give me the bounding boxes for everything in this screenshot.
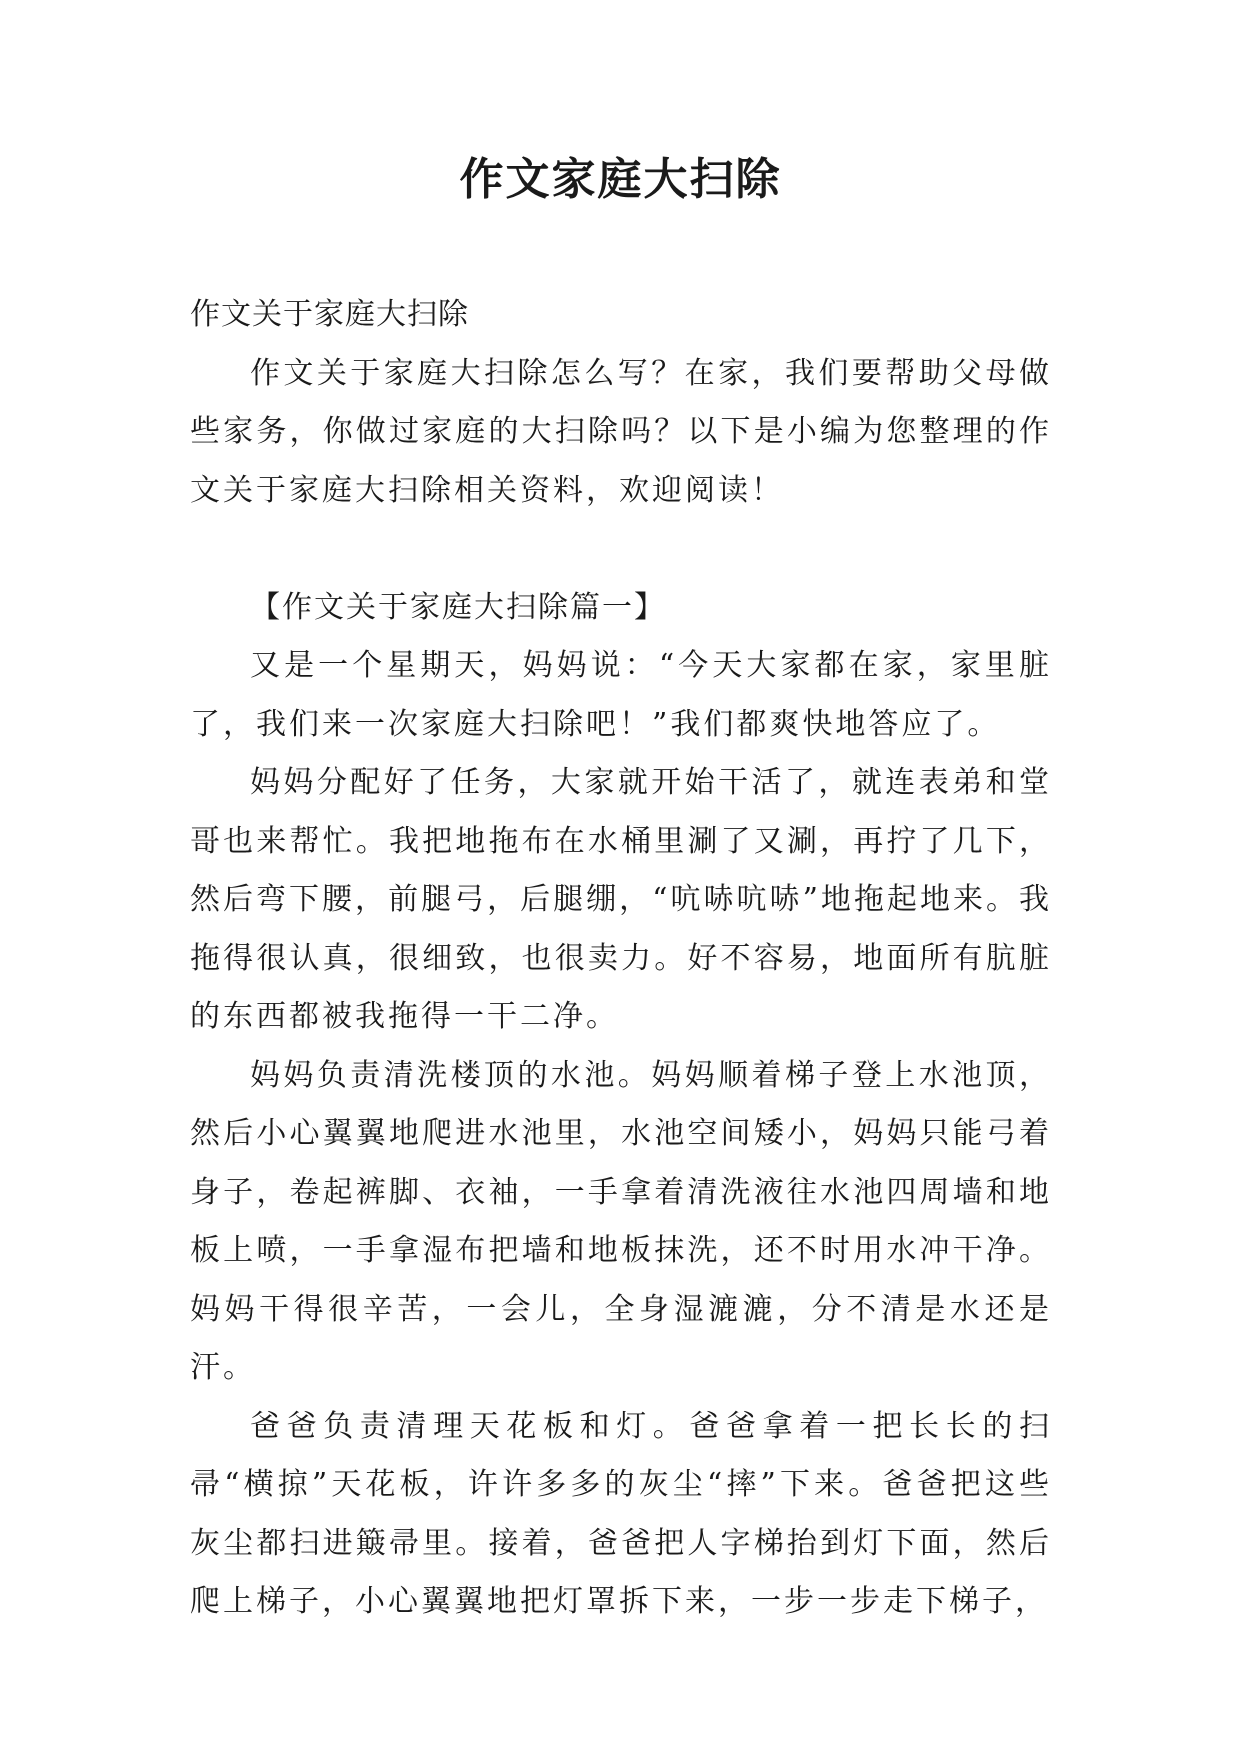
body-paragraph: 又是一个星期天，妈妈说：“今天大家都在家，家里脏了，我们来一次家庭大扫除吧！”我们都爽快地答应了。 [190,648,1052,742]
paragraph-spacer [190,520,1052,579]
section-heading: 【作文关于家庭大扫除篇一】 [250,589,666,625]
body-paragraph: 妈妈负责清洗楼顶的水池。妈妈顺着梯子登上水池顶，然后小心翼翼地爬进水池里，水池空间矮小，妈妈只能弓着身子，卷起裤脚、衣袖，一手拿着清洗液往水池四周墙和地板上喷，一手拿湿布把墙和地板抹洗，还不时用水冲干净。妈妈干得很辛苦，一会儿，全身湿漉漉，分不清是水还是汗。 [190,1057,1052,1385]
document-title: 作文家庭大扫除 [459,154,782,205]
body-paragraph: 爸爸负责清理天花板和灯。爸爸拿着一把长长的扫帚“横掠”天花板，许许多多的灰尘“摔”下来。爸爸把这些灰尘都扫进簸帚里。接着，爸爸把人字梯抬到灯下面，然后爬上梯子，小心翼翼地把灯罩拆下来，一步一步走下梯子， [190,1408,1052,1619]
body-paragraph: 妈妈分配好了任务，大家就开始干活了，就连表弟和堂哥也来帮忙。我把地拖布在水桶里涮了又涮，再拧了几下，然后弯下腰，前腿弓，后腿绷，“吭哧吭哧”地拖起地来。我拖得很认真，很细致，也很卖力。好不容易，地面所有肮脏的东西都被我拖得一干二净。 [190,765,1052,1034]
document-subtitle: 作文关于家庭大扫除 [190,297,469,332]
intro-paragraph: 作文关于家庭大扫除怎么写？在家，我们要帮助父母做些家务，你做过家庭的大扫除吗？以下是小编为您整理的作文关于家庭大扫除相关资料，欢迎阅读！ [190,355,1052,508]
document-body [190,286,1052,1632]
